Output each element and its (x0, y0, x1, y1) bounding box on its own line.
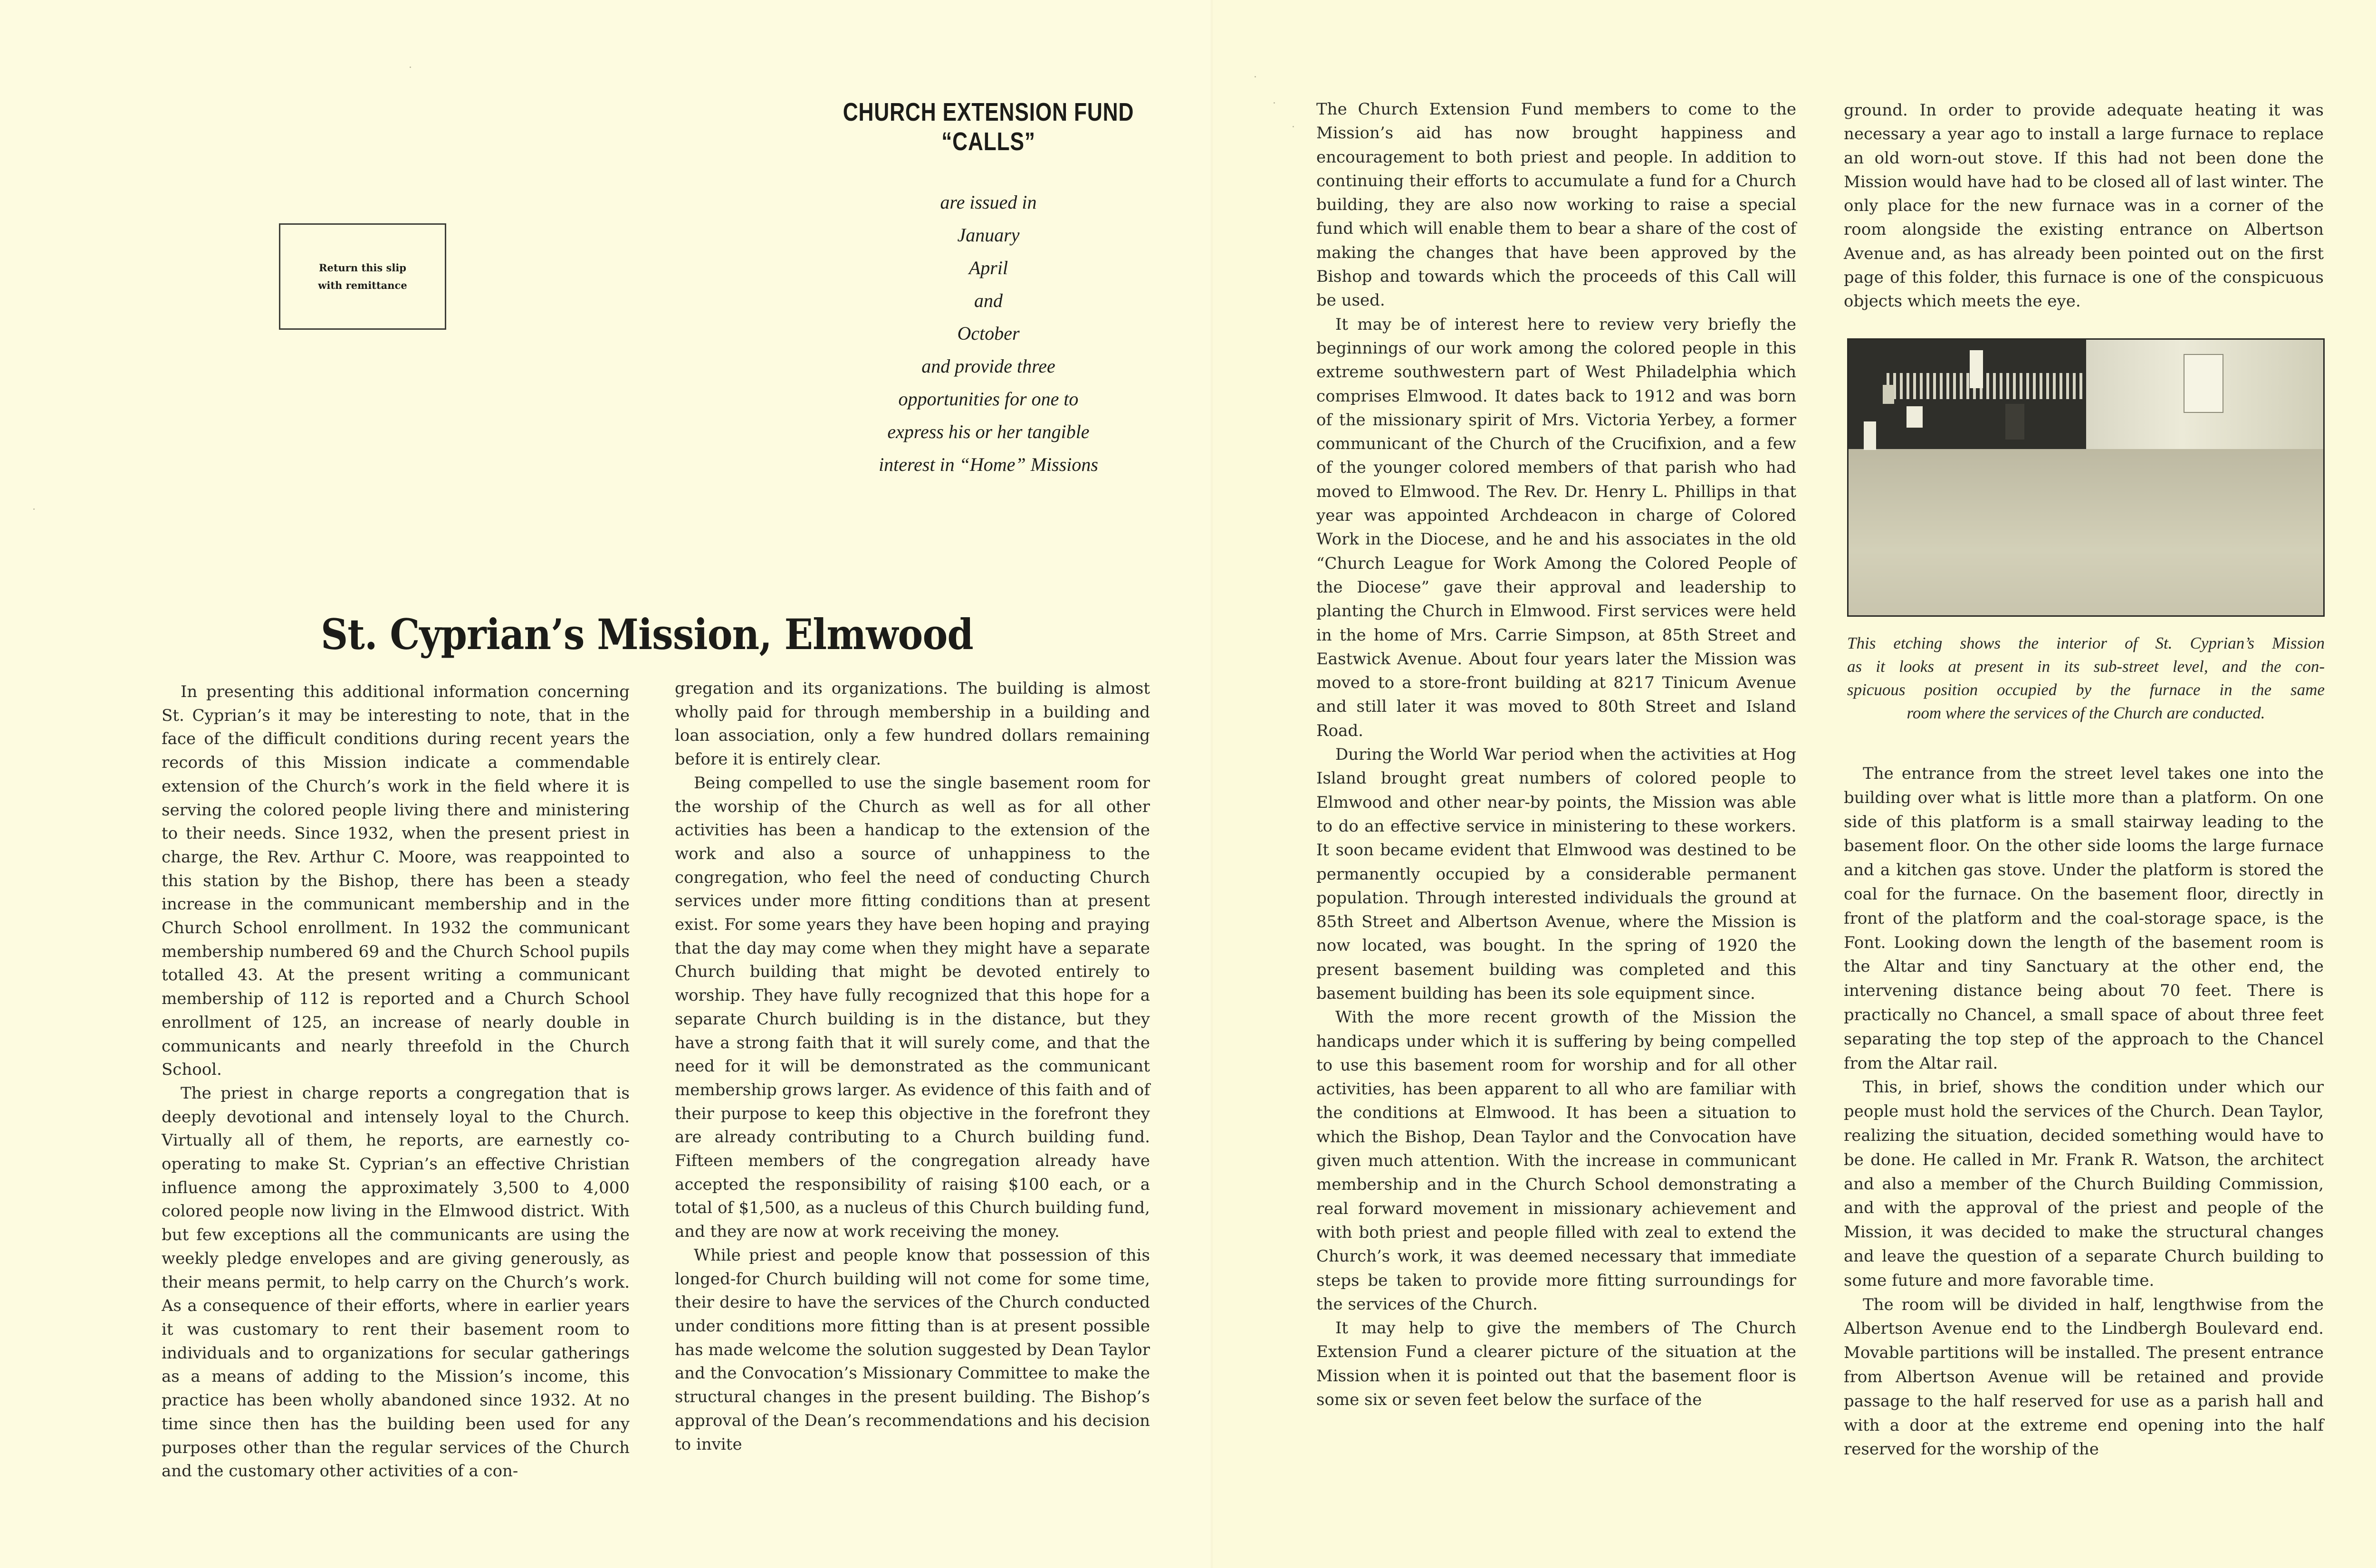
photo-caption (1847, 631, 2325, 725)
paragraph: While priest and people know that possession of this longed-for Church building will not come for some time, their desire to have the services of the Church conducted under conditions more fitting than is at present possible has made welcome the solution suggested by Dean Taylor and the Convocation’s Missionary Committee to make the structural changes in the present building. The Bishop’s approval of the Dean’s recommendations and his decision to invite (675, 1245, 1150, 1454)
paper-speck (1255, 76, 1256, 77)
calls-line: April (968, 257, 1008, 278)
paragraph: It may be of interest here to review very briefly the beginnings of our work among the colored people in this extreme southwestern part of West Philadelphia which comprises Elmwood. It dates back to 1912 and was born of the missionary spirit of Mrs. Victoria Yerbey, a former communicant of the Church of the Crucifixion, and a few of the younger colored members of that parish who had moved to Elmwood. The Rev. Dr. Henry L. Phillips in that year was appointed Archdeacon in charge of Colored Work in the Diocese, and he and his associates in the old “Church League for Work Among the Colored People of the Diocese” gave their approval and leadership to planting the Church in Elmwood. First services were held in the home of Mrs. Carrie Simpson, at 85th Street and Eastwick Avenue. About four years later the Mission was moved to a store-front building at 8217 Tinicum Avenue and still later it was moved to 80th Street and Island Road. (1316, 315, 1796, 740)
calls-body (779, 186, 1198, 481)
calls-line: October (957, 323, 1020, 344)
caption-line: as it looks at present in its sub-street level, and the con- (1847, 657, 2325, 676)
paragraph: The Church Extension Fund members to come to the Mission’s aid has now brought happiness and encouragement to both priest and people. In addition to continuing their efforts to accumulate a fund for a Church building, they are also now working to raise a special fund which will enable them to bear a share of the cost of making the changes that have been approved by the Bishop and towards which the proceeds of this Call will be used. (1316, 100, 1796, 310)
article-title: St. Cyprian’s Mission, Elmwood (321, 610, 973, 659)
caption-line: This etching shows the interior of St. Cyprian’s Mission (1847, 634, 2325, 652)
photo-board (1883, 385, 1894, 404)
photo-window (2184, 354, 2223, 413)
article-column-1 (162, 680, 630, 1483)
photo-furnace (2005, 404, 2024, 440)
article-column-2 (675, 677, 1150, 1456)
calls-line: express his or her tangible (887, 421, 1090, 442)
calls-title-line-1: CHURCH EXTENSION FUND (843, 98, 1134, 126)
caption-line: room where the services of the Church are conducted. (1907, 704, 2265, 722)
photo-poster (1907, 406, 1923, 428)
paragraph: The entrance from the street level takes one into the building over what is little more than a platform. On one side of this platform is a small stairway leading to the basement floor. On the other side looms the large furnace and a kitchen gas stove. Under the platform is stored the coal for the furnace. On the basement floor, directly in front of the platform and the coal-storage space, is the Font. Looking down the length of the basement room is the Altar and tiny Sanctuary at the other end, the intervening distance being about 70 feet. There is practically no Chancel, a small space of about three feet separating the top step of the approach to the Chancel from the Altar rail. (1844, 764, 2324, 1073)
paragraph: ground. In order to provide adequate heating it was necessary a year ago to install a large furnace to replace an old worn-out stove. If this had not been done the Mission would have had to be closed all of last winter. The only place for the new furnace was in a corner of the room alongside the existing entrance on Albertson Avenue and, as has already been pointed out on the first page of this folder, this furnace is one of the conspicuous objects which meets the eye. (1844, 101, 2324, 311)
mission-interior-photo (1847, 338, 2325, 617)
photo-window (1970, 350, 1983, 388)
article-column-3 (1316, 97, 1796, 1412)
article-column-4-top (1844, 98, 2324, 314)
paragraph: The priest in charge reports a congregation that is deeply devotional and intensely loyal to the Church. Virtually all of them, he reports, are earnestly co-operating to make St. Cyprian’s an effective Christian influence among the approximately 3,500 to 4,000 colored people now living in the Elmwood district. With but few exceptions all the communicants are using the weekly pledge envelopes and are giving generously, as their means permit, to help carry on the Church’s work. As a consequence of their efforts, where in earlier years it was customary to rent their basement room to individuals and to organizations for secular gatherings as a means of adding to the Mission’s income, this practice has been wholly abandoned since 1932. At no time since then has the building been used for any purposes other than the regular services of the Church and the customary other activities of a con- (162, 1083, 630, 1481)
photo-balcony-rail (1887, 373, 2086, 399)
caption-line: spicuous position occupied by the furnace in the same (1847, 680, 2325, 699)
calls-line: are issued in (940, 191, 1037, 213)
slip-line-1: Return this slip (319, 262, 406, 274)
paragraph: In presenting this additional information concerning St. Cyprian’s it may be interesting to note, that in the face of the difficult conditions during recent years the records of this Mission indicate a commendable extension of the Church’s work in the field where it is serving the colored people living there and ministering to their needs. Since 1932, when the present priest in charge, the Rev. Arthur C. Moore, was reappointed to this station by the Bishop, there has been a steady increase in the communicant membership and in the Church School enrollment. In 1932 the communicant membership numbered 69 and the Church School pupils totalled 43. At the present writing a communicant membership of 112 is reported and a Church School enrollment of 125, an increase of nearly double in communicants and nearly threefold in the Church School. (162, 682, 630, 1080)
calls-line: interest in “Home” Missions (879, 454, 1098, 475)
remittance-slip-box (279, 223, 446, 330)
calls-line: and (974, 290, 1003, 311)
paragraph: gregation and its organizations. The building is almost wholly paid for through membership in a building and loan association, only a few hundred dollars remaining before it is entirely clear. (675, 679, 1150, 769)
center-fold (1211, 0, 1213, 1568)
slip-line-2: with remittance (318, 279, 407, 291)
calls-announcement (779, 97, 1198, 481)
calls-line: and provide three (921, 355, 1055, 377)
calls-title-line-2: “CALLS” (941, 127, 1035, 156)
photo-font-pedestal (1864, 421, 1876, 450)
article-column-4-bottom (1844, 762, 2324, 1462)
paragraph: Being compelled to use the single basement room for the worship of the Church as well as for all other activities has been a handicap to the extension of the work and also a source of unhappiness to the congregation, who feel the need of conducting Church services under more fitting conditions than at present exist. For some years they have been hoping and praying that the day may come when they might have a separate Church building that might be devoted entirely to worship. They have fully recognized that this hope for a separate Church building is in the distance, but they have a strong faith that it will surely come, and that the need for it will be demonstrated as the communicant membership grows larger. As evidence of this faith and of their purpose to keep this objective in the forefront they are already contributing to a Church building fund. Fifteen members of the congregation already have accepted the responsibility of raising $100 each, or a total of $1,500, as a nucleus of this Church building fund, and they are now at work receiving the money. (675, 773, 1150, 1242)
paragraph: During the World War period when the activities at Hog Island brought great numbers of colored people to Elmwood and other near-by points, the Mission was able to do an effective service in ministering to these workers. It soon became evident that Elmwood was destined to be permanently occupied by a considerable permanent population. Through interested individuals the ground at 85th Street and Albertson Avenue, where the Mission is now located, was bought. In the spring of 1920 the present basement building was completed and this basement building has been its sole equipment since. (1316, 745, 1796, 1003)
paper-speck (1274, 102, 1275, 104)
paragraph: With the more recent growth of the Mission the handicaps under which it is suffering by being compelled to use this basement room for worship and for all other activities, has been apparent to all who are familiar with the conditions at Elmwood. It has been a situation to which the Bishop, Dean Taylor and the Convocation have given much attention. With the increase in communicant membership and in the Church School demonstrating a real forward movement in missionary achievement and with both priest and people filled with zeal to extend the Church’s work, it was deemed necessary that immediate steps be taken to provide more fitting surroundings for the services of the Church. (1316, 1008, 1796, 1314)
paper-speck (33, 508, 35, 510)
paper-speck (410, 67, 411, 68)
paragraph: It may help to give the members of The Church Extension Fund a clearer picture of the situation at the Mission when it is pointed out that the basement floor is some six or seven feet below the surface of the (1316, 1319, 1796, 1410)
photo-floor (1849, 449, 2323, 617)
calls-line: January (957, 224, 1020, 246)
paragraph: The room will be divided in half, lengthwise from the Albertson Avenue end to the Lindbergh Boulevard end. Movable partitions will be installed. The present entrance from Albertson Avenue will be retained and provide passage to the half reserved for use as a parish hall and with a door at the extreme end opening into the half reserved for the worship of the (1844, 1295, 2324, 1459)
paragraph: This, in brief, shows the condition under which our people must hold the services of the Church. Dean Taylor, realizing the situation, decided something would have to be done. He called in Mr. Frank R. Watson, the architect and also a member of the Church Building Commission, and with the approval of the priest and people of the Mission, it was decided to make the structural changes and leave the question of a separate Church building to some future and more favorable time. (1844, 1078, 2324, 1290)
calls-line: opportunities for one to (898, 388, 1079, 410)
paper-speck (1293, 126, 1294, 127)
